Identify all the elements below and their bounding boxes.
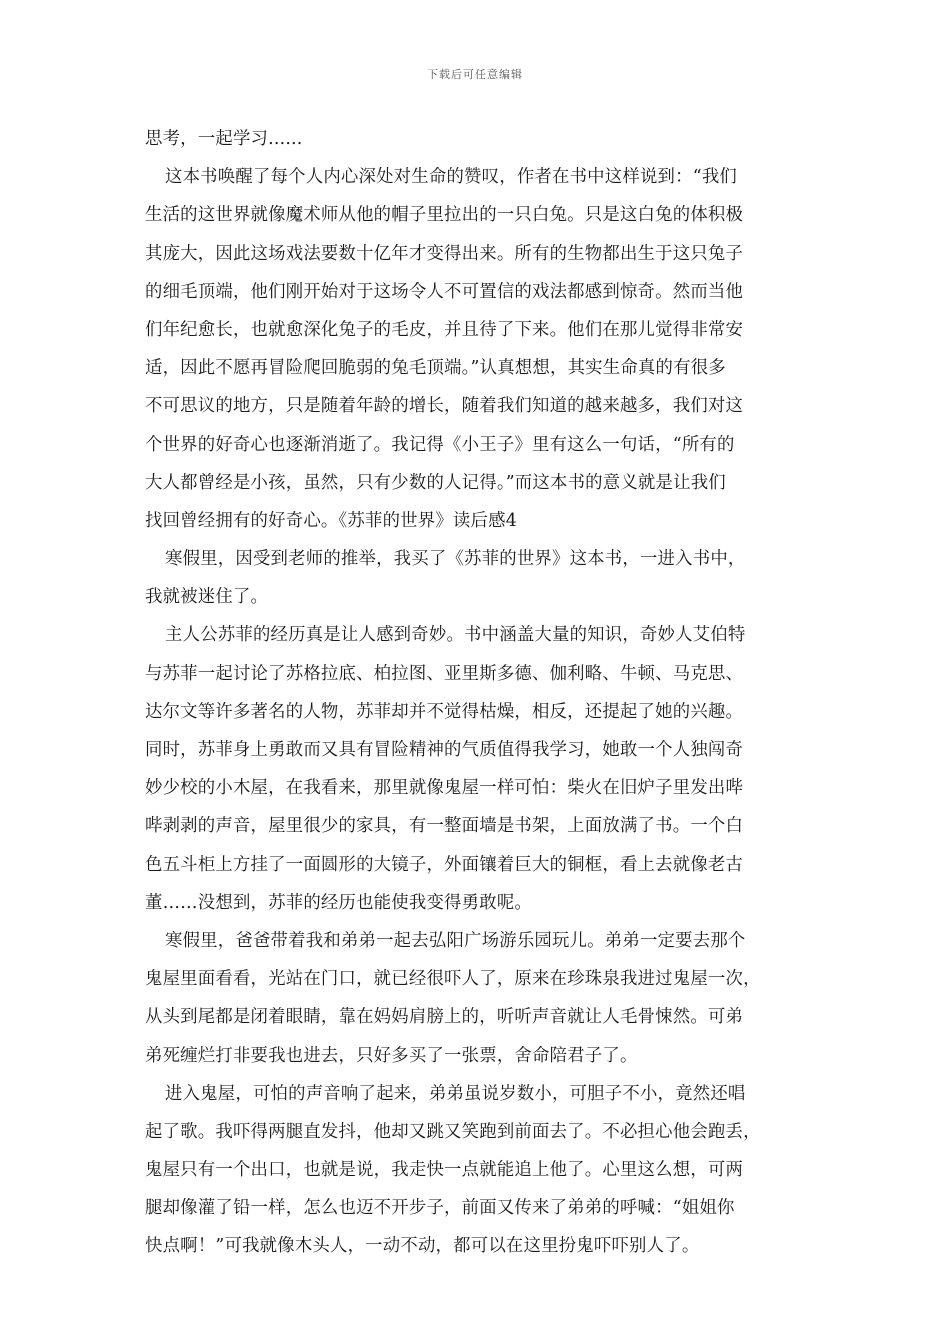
text-line: 弟死缠烂打非要我也进去，只好多买了一张票，舍命陪君子了。 — [145, 1045, 638, 1066]
text-line: 其庞大，因此这场戏法要数十亿年才变得出来。所有的生物都出生于这只兔子 — [145, 243, 744, 264]
text-line: 这本书唤醒了每个人内心深处对生命的赞叹，作者在书中这样说到：“我们 — [165, 167, 737, 188]
text-line: 腿却像灌了铅一样，怎么也迈不开步子，前面又传来了弟弟的呼喊：“姐姐你 — [145, 1198, 735, 1219]
text-line: 主人公苏菲的经历真是让人感到奇妙。书中涵盖大量的知识，奇妙人艾伯特 — [165, 625, 746, 646]
text-line: 色五斗柜上方挂了一面圆形的大镜子，外面镶着巨大的铜框，看上去就像老古 — [145, 854, 744, 875]
text-line: 快点啊！”可我就像木头人，一动不动，都可以在这里扮鬼吓吓别人了。 — [145, 1236, 700, 1257]
text-line: 的细毛顶端，他们刚开始对于这场令人不可置信的戏法都感到惊奇。然而当他 — [145, 281, 744, 302]
text-line: 找回曾经拥有的好奇心。《苏菲的世界》读后感4 — [145, 510, 517, 531]
text-line: 寒假里，爸爸带着我和弟弟一起去弘阳广场游乐园玩儿。弟弟一定要去那个 — [165, 930, 746, 951]
text-line: 妙少校的小木屋，在我看来，那里就像鬼屋一样可怕：柴火在旧炉子里发出哔 — [145, 778, 744, 799]
document-body — [145, 120, 810, 1266]
text-line: 与苏菲一起讨论了苏格拉底、柏拉图、亚里斯多德、伽利略、牛顿、马克思、 — [145, 663, 744, 684]
text-line: 生活的这世界就像魔术师从他的帽子里拉出的一只白兔。只是这白兔的体积极 — [145, 205, 744, 226]
text-line: 董……没想到，苏菲的经历也能使我变得勇敢呢。 — [145, 892, 532, 913]
text-line: 不可思议的地方，只是随着年龄的增长，随着我们知道的越来越多，我们对这 — [145, 396, 744, 417]
page-header: 下载后可任意编辑 — [427, 68, 523, 81]
text-line: 达尔文等许多著名的人物，苏菲却并不觉得枯燥，相反，还提起了她的兴趣。 — [145, 701, 744, 722]
text-line: 进入鬼屋，可怕的声音响了起来，弟弟虽说岁数小，可胆子不小，竟然还唱 — [165, 1083, 746, 1104]
text-line: 大人都曾经是小孩，虽然，只有少数的人记得。”而这本书的意义就是让我们 — [145, 472, 726, 493]
text-line: 鬼屋只有一个出口，也就是说，我走快一点就能追上他了。心里这么想，可两 — [145, 1160, 744, 1181]
text-line: 从头到尾都是闭着眼睛，靠在妈妈肩膀上的，听听声音就让人毛骨悚然。可弟 — [145, 1007, 744, 1028]
text-line: 适，因此不愿再冒险爬回脆弱的兔毛顶端。”认真想想，其实生命真的有很多 — [145, 358, 726, 379]
text-line: 们年纪愈长，也就愈深化兔子的毛皮，并且待了下来。他们在那儿觉得非常安 — [145, 319, 744, 340]
text-line: 思考，一起学习...... — [145, 129, 303, 149]
text-line: 同时，苏菲身上勇敢而又具有冒险精神的气质值得我学习，她敢一个人独闯奇 — [145, 740, 744, 760]
text-line: 我就被迷住了。 — [145, 587, 269, 608]
text-line: 个世界的好奇心也逐渐消逝了。我记得《小王子》里有这么一句话，“所有的 — [145, 434, 735, 455]
text-line: 寒假里，因受到老师的推举，我买了《苏菲的世界》这本书，一进入书中， — [165, 549, 746, 570]
text-line: 起了歌。我吓得两腿直发抖，他却又跳又笑跑到前面去了。不必担心他会跑丢， — [145, 1121, 761, 1142]
text-line: 哔剥剥的声音，屋里很少的家具，有一整面墙是书架，上面放满了书。一个白 — [145, 816, 744, 837]
text-line: 鬼屋里面看看，光站在门口，就已经很吓人了，原来在珍珠泉我进过鬼屋一次， — [145, 969, 761, 990]
